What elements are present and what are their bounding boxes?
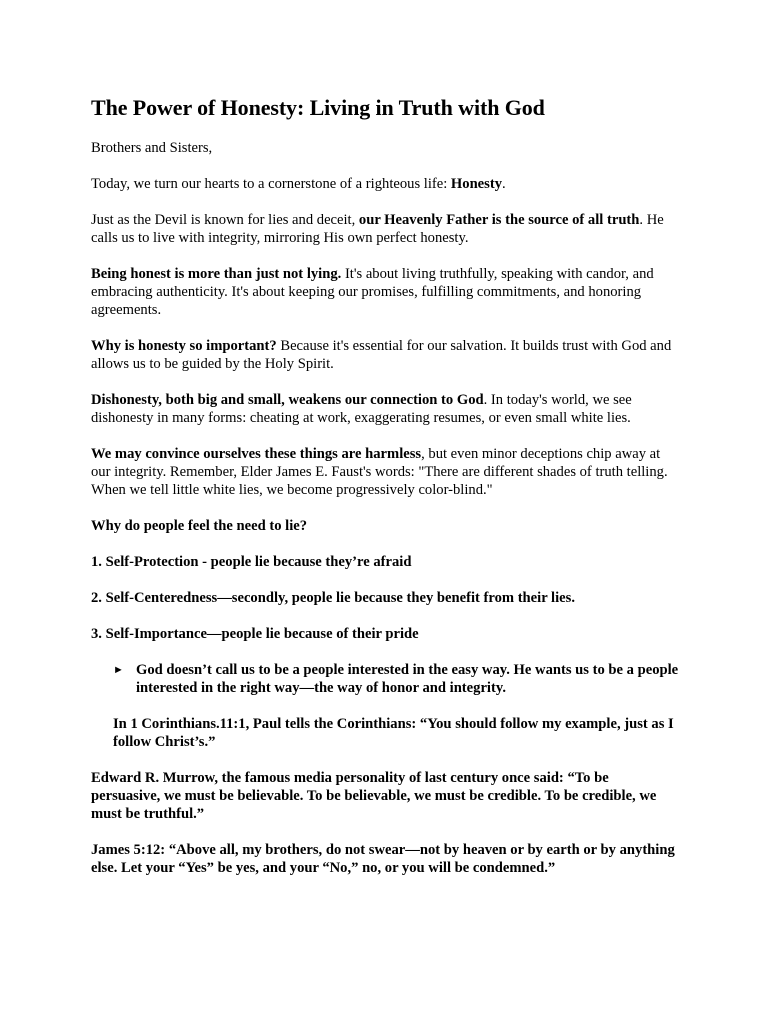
paragraph-heavenly-father — [91, 211, 681, 247]
question-text: Why do people feel the need to lie? — [91, 518, 308, 534]
reason-item — [91, 625, 681, 643]
murrow-quote — [91, 769, 681, 823]
document-title: The Power of Honesty: Living in Truth with God — [91, 95, 545, 120]
bullet-text: God doesn’t call us to be a people interested in the easy way. He wants us to be a people interested in the right way—the way of honor and integrity. — [136, 662, 679, 696]
paragraph-dishonesty — [91, 391, 681, 427]
bold-phrase: Being honest is more than just not lying. — [91, 266, 342, 282]
paragraph-text: . He calls us to live with integrity, mirroring His own perfect honesty. — [91, 212, 664, 246]
bold-phrase: We may convince ourselves these things are harmless — [91, 446, 422, 462]
bullet-item — [91, 661, 681, 697]
paragraph-text: It's about living truthfully, speaking with candor, and embracing authenticity. It's about keeping our promises, fulfilling commitments, and honoring agreements. — [91, 266, 654, 318]
right-triangle-bullet-icon: ► — [113, 664, 124, 676]
reason-item — [91, 553, 681, 571]
paragraph-text: Today, we turn our hearts to a cornerstone of a righteous life: — [91, 176, 451, 192]
paragraph-text: Just as the Devil is known for lies and deceit, — [91, 212, 359, 228]
paragraph-more-than-not-lying — [91, 265, 681, 319]
reason-text: 1. Self-Protection - people lie because they’re afraid — [91, 554, 412, 570]
bold-phrase: Dishonesty, both big and small, weakens our connection to God — [91, 392, 484, 408]
bold-phrase: our Heavenly Father is the source of all truth — [358, 212, 640, 228]
reason-item — [91, 589, 681, 607]
paragraph-text: Because it's essential for our salvation. It builds trust with God and allows us to be guided by the Holy Spirit. — [91, 338, 672, 372]
paragraph-text: . In today's world, we see dishonesty in many forms: cheating at work, exaggerating resumes, or even small white lies. — [91, 392, 632, 426]
murrow-text: Edward R. Murrow, the famous media personality of last century once said: “To be persuasive, we must be believable. To be believable, we must be credible. To be credible, we must be truthful.” — [91, 770, 657, 822]
corinthians-text: In 1 Corinthians.11:1, Paul tells the Corinthians: “You should follow my example, just as I follow Christ’s.” — [113, 716, 674, 750]
bold-phrase: Why is honesty so important? — [91, 338, 277, 354]
corinthians-quote — [91, 715, 681, 751]
reason-text: 2. Self-Centeredness—secondly, people lie because they benefit from their lies. — [91, 590, 575, 606]
document-page — [91, 94, 681, 895]
james-text: James 5:12: “Above all, my brothers, do not swear—not by heaven or by earth or by anything else. Let your “Yes” be yes, and your “No,” no, or you will be condemned.” — [91, 842, 675, 876]
paragraph-text: . — [502, 176, 506, 192]
greeting: Brothers and Sisters, — [91, 140, 213, 156]
question-heading — [91, 517, 681, 535]
paragraph-honesty-intro — [91, 175, 681, 193]
paragraph-why-important — [91, 337, 681, 373]
reason-text: 3. Self-Importance—people lie because of their pride — [91, 626, 419, 642]
james-quote — [91, 841, 681, 877]
bold-phrase: Honesty — [450, 176, 502, 192]
paragraph-harmless — [91, 445, 681, 499]
paragraph-text: , but even minor deceptions chip away at our integrity. Remember, Elder James E. Faust's words: "There are different shades of truth telling. When we tell little white lies, we become progressively color-blind." — [91, 446, 668, 498]
